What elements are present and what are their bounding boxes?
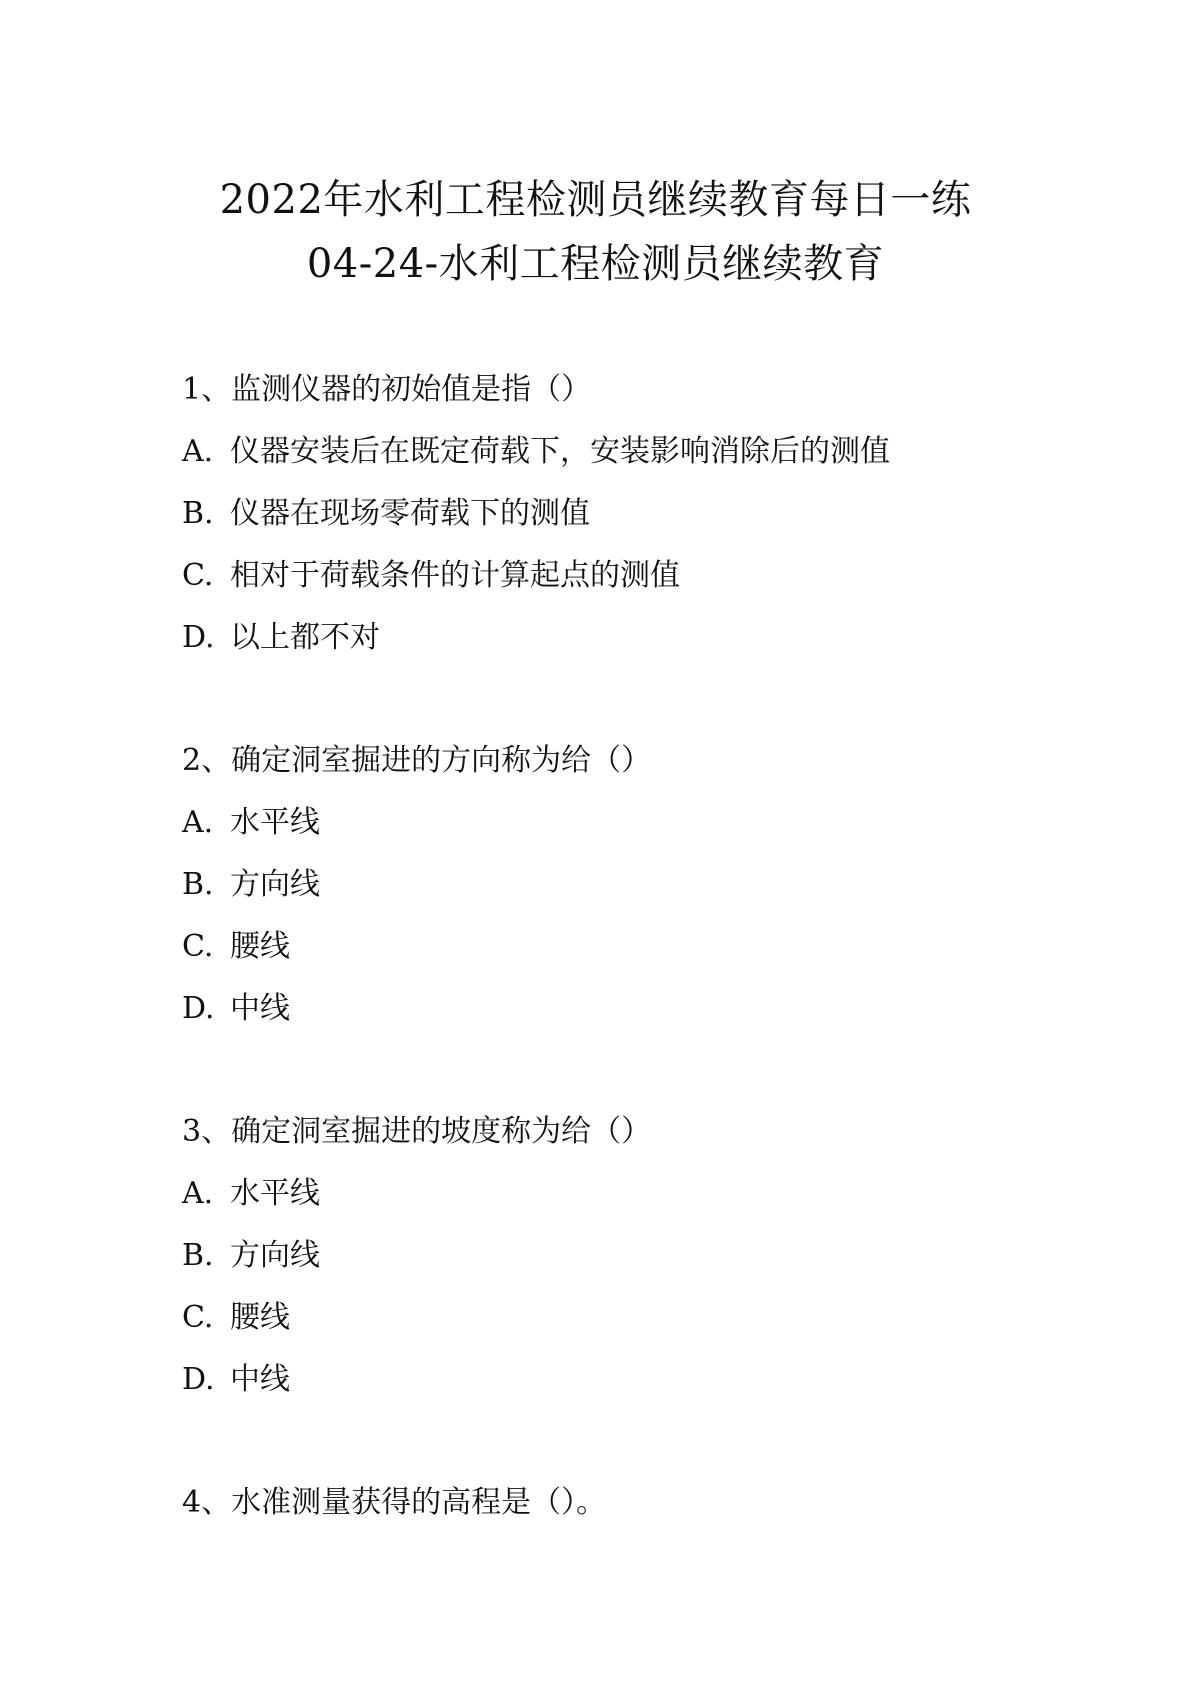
- question-stem: 1、监测仪器的初始值是指（）: [182, 372, 592, 407]
- option-letter: D.: [182, 1362, 215, 1397]
- option-letter: D.: [182, 991, 215, 1026]
- option-letter: C.: [182, 929, 214, 964]
- question-1: [182, 359, 1082, 669]
- option-b: [182, 483, 1082, 545]
- option-text: 仪器在现场零荷载下的测值: [230, 496, 590, 531]
- option-letter: A.: [182, 434, 214, 469]
- option-text: 中线: [230, 1362, 290, 1397]
- option-letter: B.: [182, 867, 214, 902]
- option-text: 相对于荷载条件的计算起点的测值: [230, 558, 680, 593]
- option-a: [182, 421, 1082, 483]
- option-text: 水平线: [230, 1176, 320, 1211]
- option-text: 方向线: [230, 867, 320, 902]
- question-stem: 3、确定洞室掘进的坡度称为给（）: [182, 1114, 652, 1149]
- option-letter: B.: [182, 496, 214, 531]
- option-d: [182, 978, 1082, 1040]
- document-title: [0, 168, 1191, 296]
- question-3: [182, 1101, 1082, 1411]
- option-letter: C.: [182, 1300, 214, 1335]
- question-list: [182, 359, 1082, 1595]
- option-letter: B.: [182, 1238, 214, 1273]
- question-2: [182, 730, 1082, 1040]
- option-text: 腰线: [230, 1300, 290, 1335]
- option-text: 水平线: [230, 805, 320, 840]
- title-line-2: 04-24-水利工程检测员继续教育: [306, 241, 885, 287]
- option-text: 方向线: [230, 1238, 320, 1273]
- option-c: [182, 1287, 1082, 1349]
- title-line-1: 2022年水利工程检测员继续教育每日一练: [219, 177, 972, 223]
- question-4: [182, 1472, 1082, 1534]
- option-b: [182, 1225, 1082, 1287]
- option-c: [182, 545, 1082, 607]
- option-text: 腰线: [230, 929, 290, 964]
- option-text: 仪器安装后在既定荷载下，安装影响消除后的测值: [230, 434, 890, 469]
- option-d: [182, 1349, 1082, 1411]
- question-stem: 4、水准测量获得的高程是（）。: [182, 1485, 607, 1520]
- option-text: 中线: [230, 991, 290, 1026]
- option-a: [182, 792, 1082, 854]
- question-stem: 2、确定洞室掘进的方向称为给（）: [182, 743, 652, 778]
- option-letter: A.: [182, 805, 214, 840]
- option-letter: A.: [182, 1176, 214, 1211]
- option-letter: D.: [182, 620, 215, 655]
- option-d: [182, 607, 1082, 669]
- option-a: [182, 1163, 1082, 1225]
- option-b: [182, 854, 1082, 916]
- option-letter: C.: [182, 558, 214, 593]
- option-text: 以上都不对: [230, 620, 380, 655]
- option-c: [182, 916, 1082, 978]
